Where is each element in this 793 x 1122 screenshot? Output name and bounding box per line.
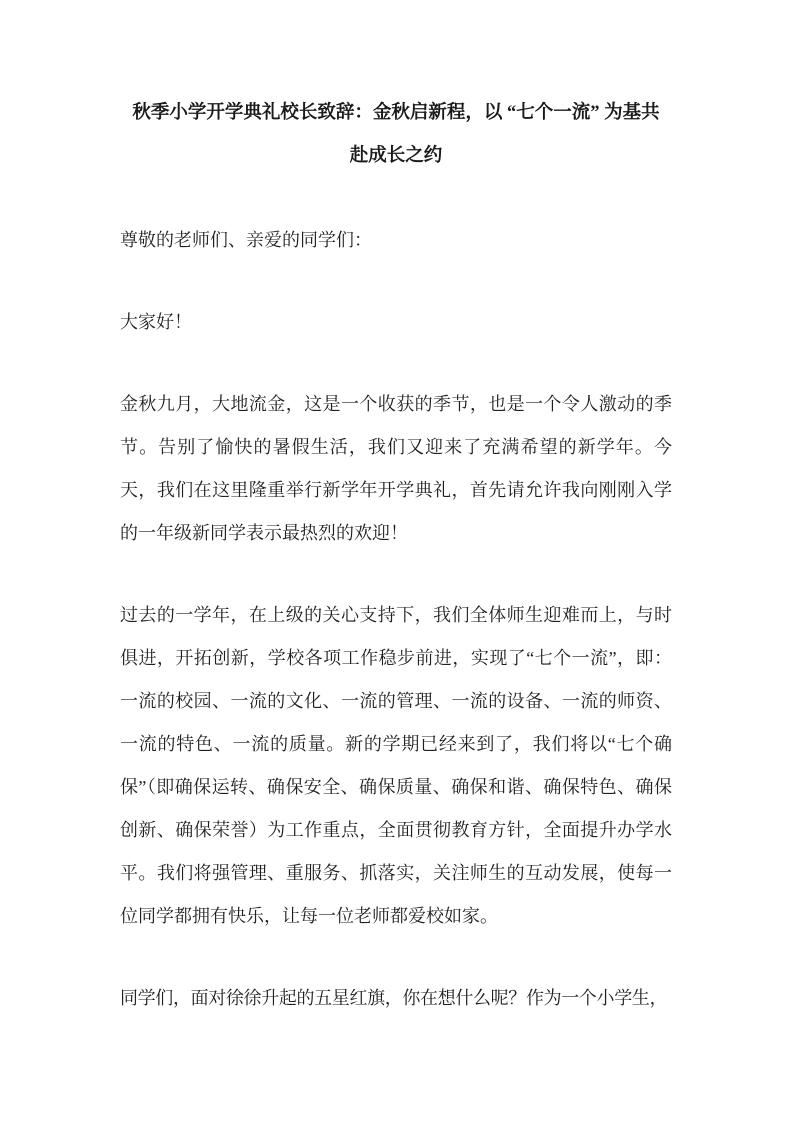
document-title-line-2: 赴成长之约	[349, 146, 443, 166]
document-title	[120, 92, 672, 178]
body-paragraph-flag-question: 同学们，面对徐徐升起的五星红旗，你在想什么呢？作为一个小学生，	[120, 988, 668, 1008]
document-title-line-1: 秋季小学开学典礼校长致辞：金秋启新程，以 “七个一流” 为基共	[132, 103, 660, 123]
body-paragraph-welcome: 金秋九月，大地流金，这是一个收获的季节，也是一个令人激动的季节。告别了愉快的暑假生活，我们又迎来了充满希望的新学年。今天，我们在这里隆重举行新学年开学典礼，首先请允许我向刚刚入学的一年级新同学表示最热烈的欢迎！	[120, 394, 672, 543]
salutation-paragraph: 尊敬的老师们、亲爱的同学们：	[120, 230, 372, 250]
greeting-paragraph: 大家好！	[120, 312, 192, 332]
body-paragraph-achievements: 过去的一学年，在上级的关心支持下，我们全体师生迎难而上，与时俱进，开拓创新，学校各项工作稳步前进，实现了“七个一流”，即：一流的校园、一流的文化、一流的管理、一流的设备、一流的师资、一流的特色、一流的质量。新的学期已经来到了，我们将以“七个确保”（即确保运转、确保安全、确保质量、确保和谐、确保特色、确保创新、确保荣誉）为工作重点，全面贯彻教育方针，全面提升办学水平。我们将强管理、重服务、抓落实，关注师生的互动发展，使每一位同学都拥有快乐，让每一位老师都爱校如家。	[120, 605, 672, 926]
